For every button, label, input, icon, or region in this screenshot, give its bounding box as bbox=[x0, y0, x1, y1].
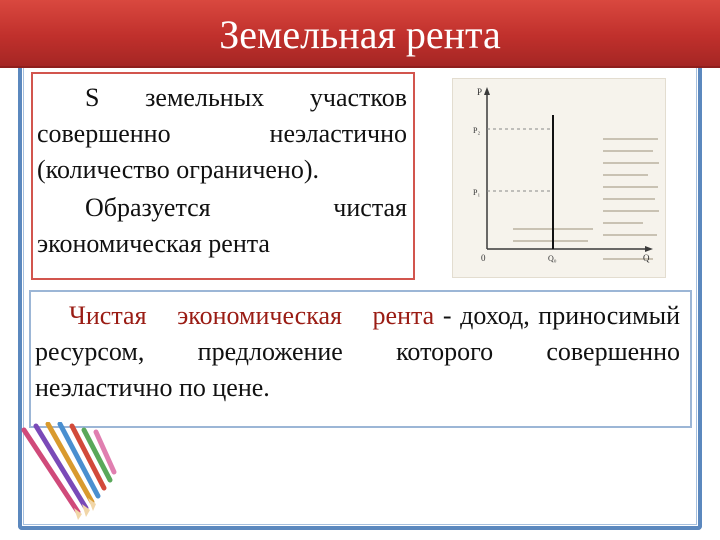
supply-line-2-row bbox=[37, 116, 407, 152]
p2-label: P₂ bbox=[473, 126, 481, 135]
definition-box bbox=[29, 290, 692, 428]
supply-graph bbox=[453, 79, 667, 279]
rent-line-2-row bbox=[37, 226, 407, 262]
y-axis-label: P bbox=[477, 87, 483, 97]
supply-line-3: (количество ограничено). bbox=[37, 155, 320, 184]
supply-text bbox=[37, 80, 407, 116]
x-axis-label: Q bbox=[643, 253, 650, 263]
rent-line-row bbox=[37, 190, 407, 226]
q0-label: Q₀ bbox=[548, 254, 557, 263]
supply-line-3-row bbox=[37, 152, 407, 188]
origin-label: 0 bbox=[481, 253, 486, 263]
p1-label: P₁ bbox=[473, 188, 481, 197]
faded-text-lines bbox=[513, 139, 659, 259]
supply-graph-image bbox=[452, 78, 666, 278]
supply-line-1: S земельных участков bbox=[85, 83, 407, 112]
slide-title: Земельная рента bbox=[219, 12, 501, 57]
definition-text: - доход, приносимый ресурсом, предложение которого совершенно неэластично по цене. bbox=[35, 301, 680, 402]
y-axis-arrow bbox=[484, 87, 490, 95]
definition-term: Чистая экономическая рента bbox=[69, 301, 435, 330]
rent-line-2: экономическая рента bbox=[37, 229, 270, 258]
x-axis-arrow bbox=[645, 246, 653, 252]
supply-description-box bbox=[31, 72, 415, 280]
supply-line-2: совершенно неэластично bbox=[37, 119, 407, 148]
rent-line-1: Образуется чистая bbox=[85, 193, 407, 222]
pencils-decoration bbox=[18, 422, 138, 522]
